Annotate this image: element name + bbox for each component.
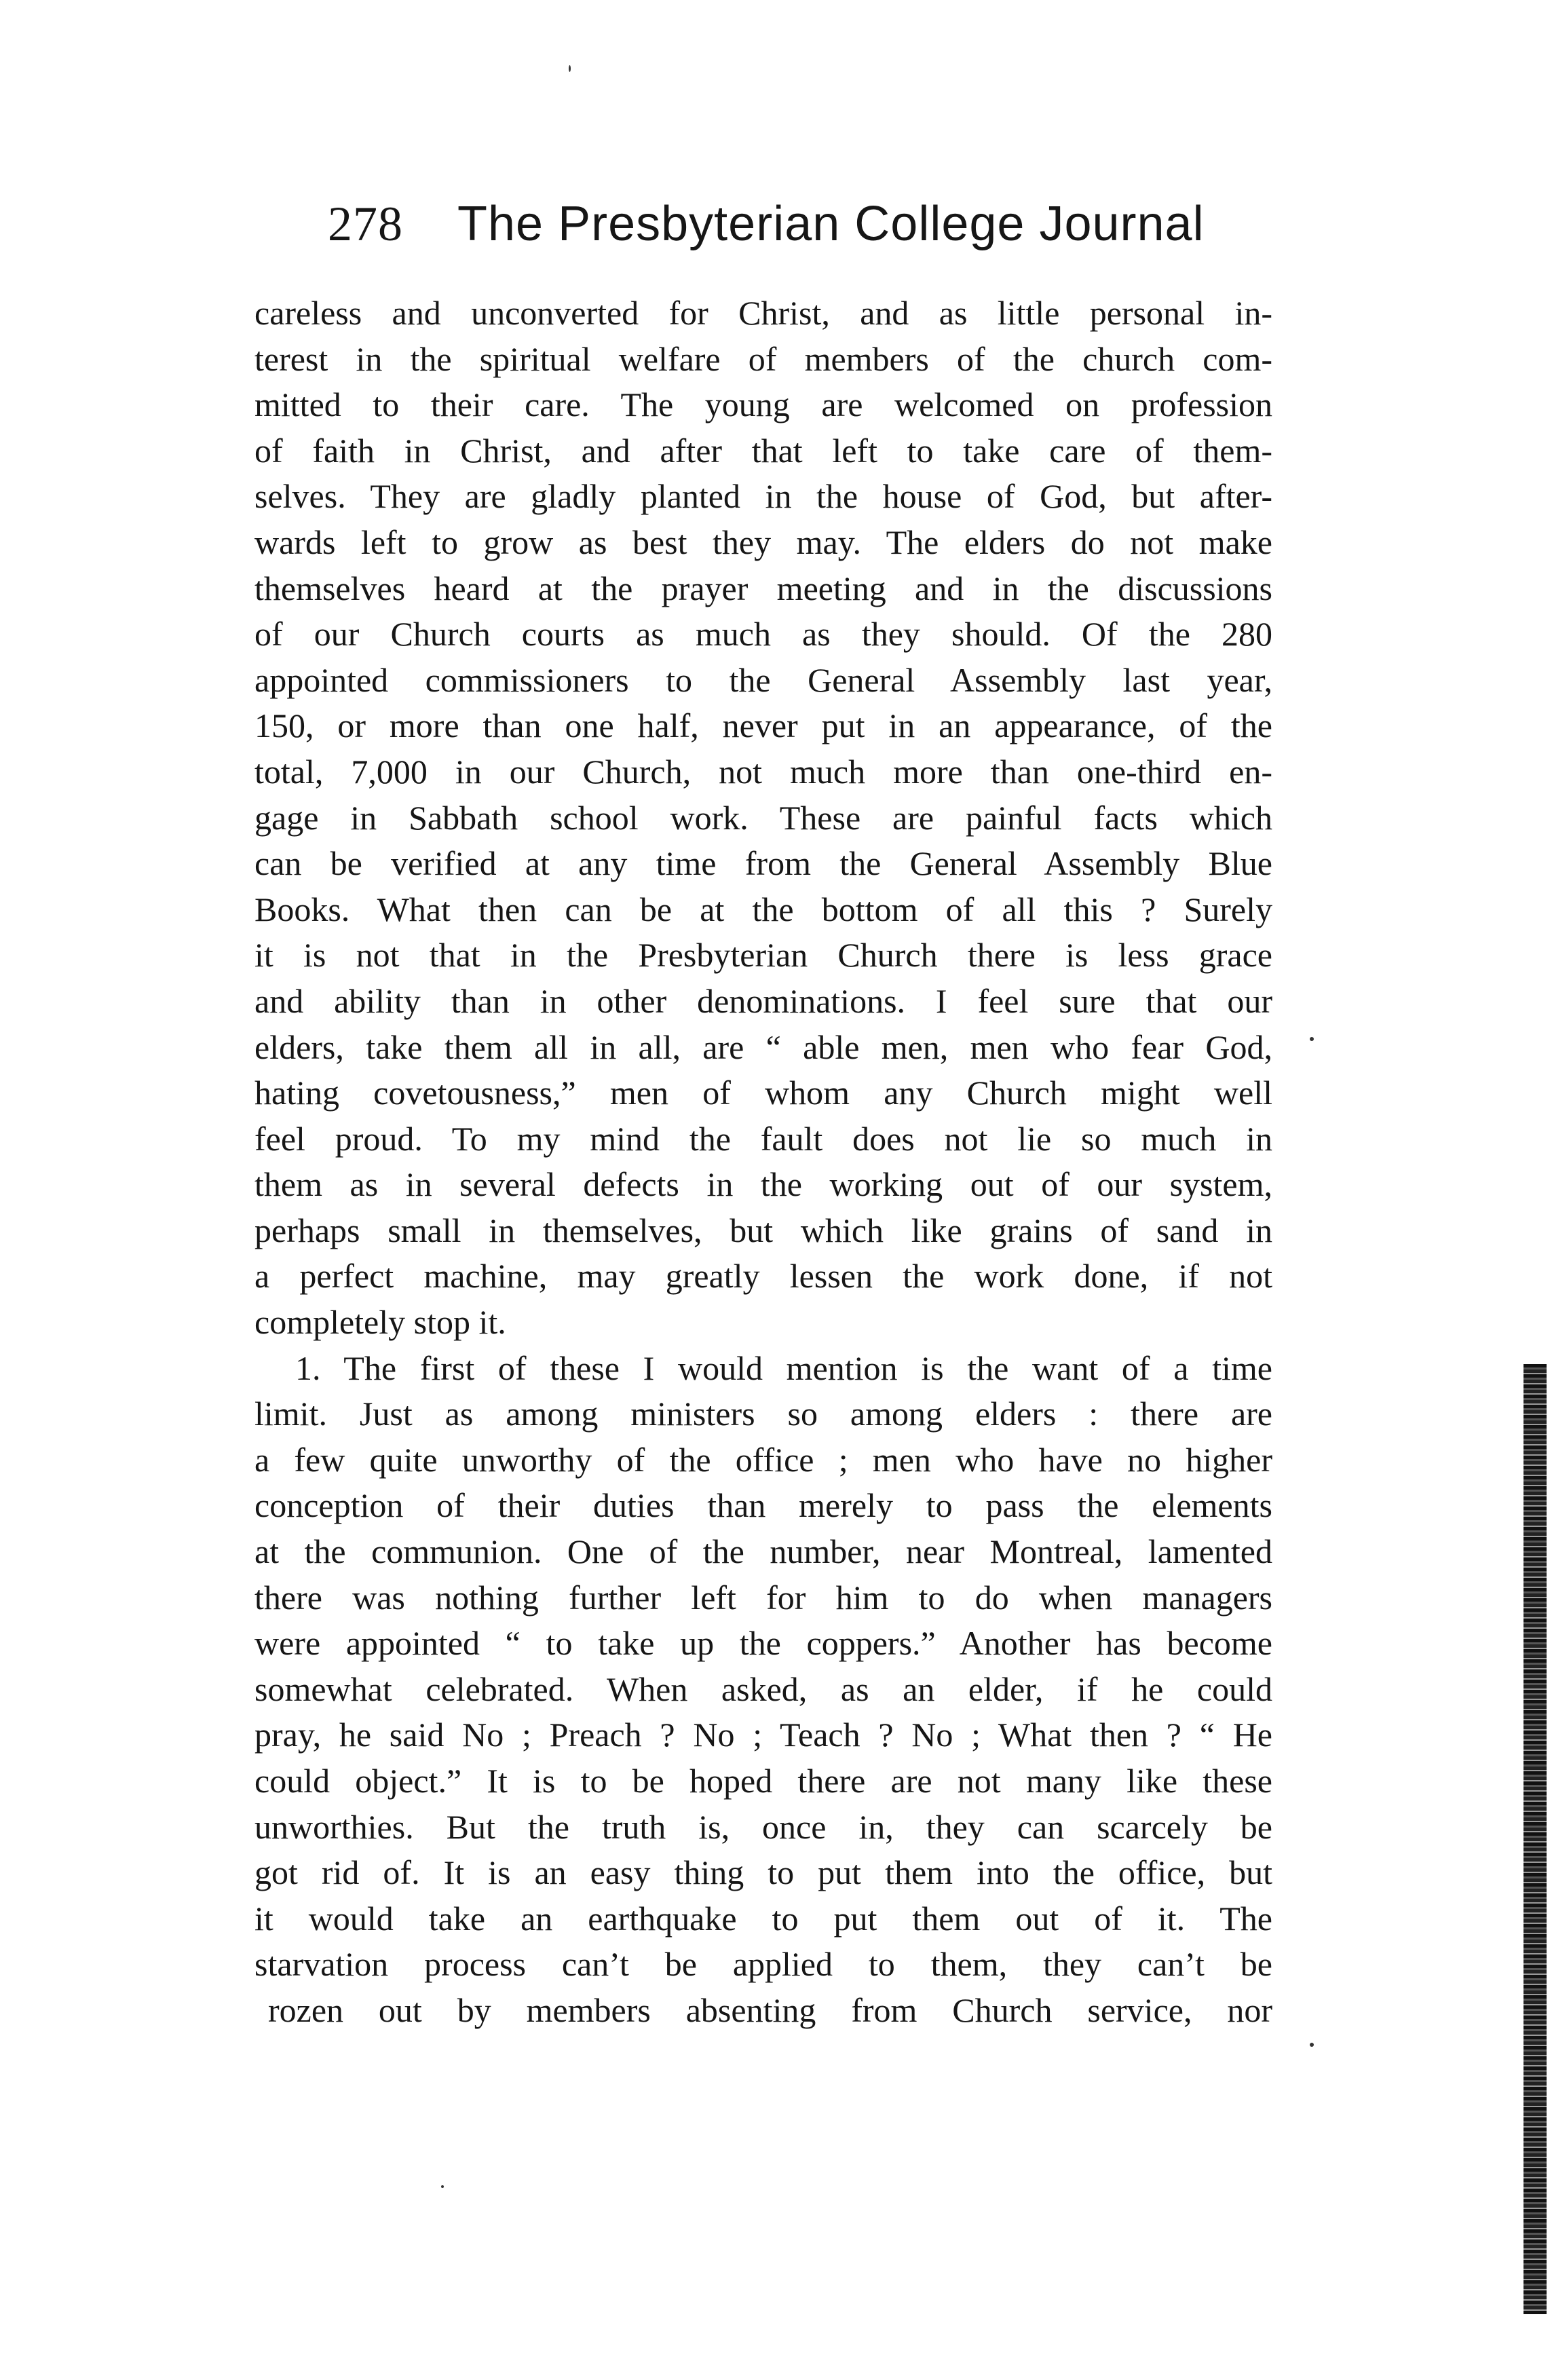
text-line: 150, or more than one half, never put in an appearance, of the	[254, 706, 1272, 745]
text-line: wards left to grow as best they may. The elders do not make	[254, 523, 1272, 561]
text-line: total, 7,000 in our Church, not much more than one-third en-	[254, 752, 1272, 791]
text-line: can be verified at any time from the General Assembly Blue	[254, 844, 1272, 883]
text-line: somewhat celebrated. When asked, as an elder, if he could	[254, 1669, 1272, 1708]
text-line: and ability than in other denominations. I feel sure that our	[254, 981, 1272, 1020]
scan-edge-artifact	[1523, 1364, 1547, 2314]
text-line: of faith in Christ, and after that left to take care of them-	[254, 431, 1272, 470]
text-line: were appointed “ to take up the coppers.” Another has become	[254, 1624, 1272, 1663]
page-header	[328, 197, 1205, 251]
text-line: appointed commissioners to the General Assembly last year,	[254, 660, 1272, 699]
text-line: gage in Sabbath school work. These are painful facts which	[254, 798, 1272, 837]
scan-speck	[441, 2185, 444, 2188]
text-line: feel proud. To my mind the fault does not lie so much in	[254, 1119, 1272, 1158]
text-line: got rid of. It is an easy thing to put them into the office, but	[254, 1853, 1272, 1892]
text-line: a few quite unworthy of the office ; men who have no higher	[254, 1440, 1272, 1479]
text-line: themselves heard at the prayer meeting and in the discussions	[254, 569, 1272, 607]
body-text	[254, 290, 1272, 2034]
text-line: careless and unconverted for Christ, and as little personal in-	[254, 294, 1272, 332]
scan-speck	[569, 65, 571, 72]
text-line: elders, take them all in all, are “ able men, men who fear God,	[254, 1027, 1272, 1066]
text-line: a perfect machine, may greatly lessen the work done, if not	[254, 1257, 1272, 1296]
text-line: perhaps small in themselves, but which like grains of sand in	[254, 1211, 1272, 1249]
running-title: The Presbyterian College Journal	[457, 197, 1205, 251]
text-line: there was nothing further left for him to do when managers	[254, 1578, 1272, 1617]
text-line: completely stop it.	[254, 1303, 506, 1342]
text-line: could object.” It is to be hoped there are not many like these	[254, 1762, 1272, 1800]
text-line: terest in the spiritual welfare of members of the church com-	[254, 339, 1272, 378]
text-line: rozen out by members absenting from Church service, nor	[268, 1990, 1272, 2029]
text-line: it would take an earthquake to put them out of it. The	[254, 1899, 1272, 1938]
text-line: of our Church courts as much as they should. Of the 280	[254, 615, 1272, 654]
text-line: selves. They are gladly planted in the house of God, but after-	[254, 477, 1272, 516]
text-line: unworthies. But the truth is, once in, they can scarcely be	[254, 1807, 1272, 1846]
scan-speck	[1310, 1037, 1314, 1041]
text-line: pray, he said No ; Preach ? No ; Teach ? No ; What then ? “ He	[254, 1716, 1272, 1754]
text-line: them as in several defects in the working out of our system,	[254, 1165, 1272, 1204]
scan-speck	[1310, 2043, 1314, 2047]
text-line: 1. The first of these I would mention is the want of a time	[295, 1348, 1272, 1387]
text-line: conception of their duties than merely to pass the elements	[254, 1486, 1272, 1525]
text-line: limit. Just as among ministers so among elders : there are	[254, 1395, 1272, 1433]
text-line: it is not that in the Presbyterian Church there is less grace	[254, 936, 1272, 975]
text-line: hating covetousness,” men of whom any Church might well	[254, 1074, 1272, 1112]
page-number: 278	[328, 197, 403, 251]
text-line: starvation process can’t be applied to them, they can’t be	[254, 1945, 1272, 1984]
text-line: at the communion. One of the number, near Montreal, lamented	[254, 1532, 1272, 1571]
text-line: Books. What then can be at the bottom of all this ? Surely	[254, 890, 1272, 928]
text-line: mitted to their care. The young are welcomed on profession	[254, 385, 1272, 424]
